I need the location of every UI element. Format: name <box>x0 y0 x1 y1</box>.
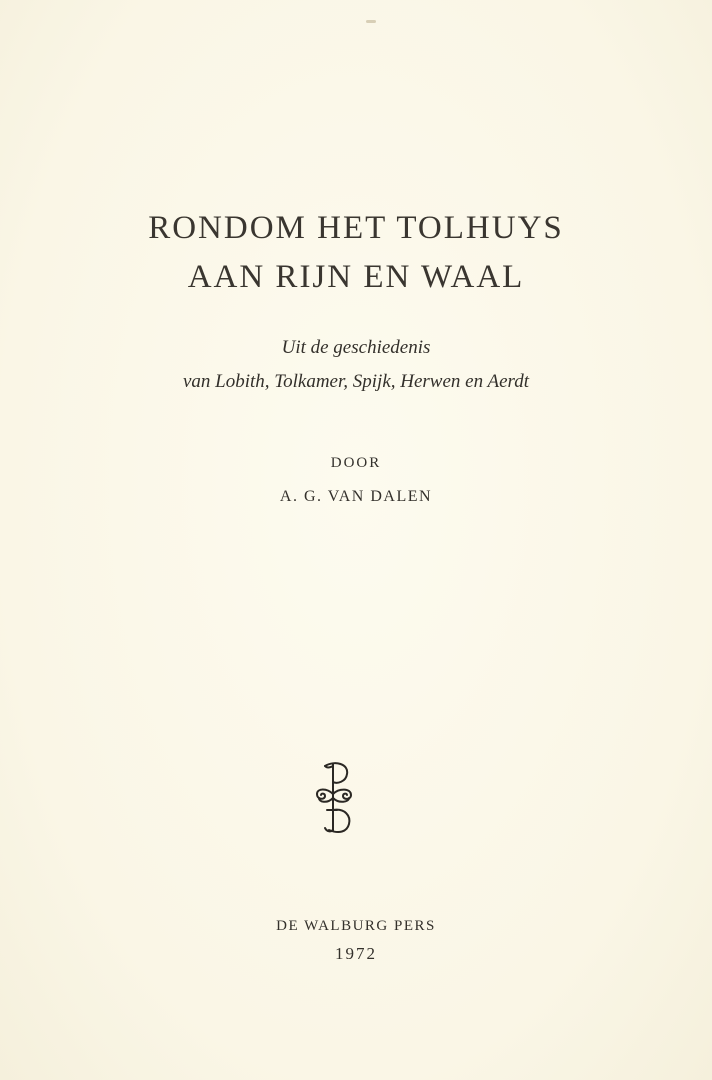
book-title-line-2: AAN RIJN EN WAAL <box>187 259 525 295</box>
book-title-line-1: RONDOM HET TOLHUYS <box>148 210 564 246</box>
publisher-name: DE WALBURG PERS <box>276 918 436 934</box>
walburg-pers-monogram-icon <box>311 758 361 838</box>
paper-speck <box>366 20 376 23</box>
subtitle-line-2: van Lobith, Tolkamer, Spijk, Herwen en Aerdt <box>182 371 530 392</box>
publication-year: 1972 <box>335 944 377 963</box>
author-name: A. G. VAN DALEN <box>279 488 433 505</box>
byline-door: DOOR <box>330 455 382 471</box>
subtitle-line-1: Uit de geschiedenis <box>281 337 431 358</box>
